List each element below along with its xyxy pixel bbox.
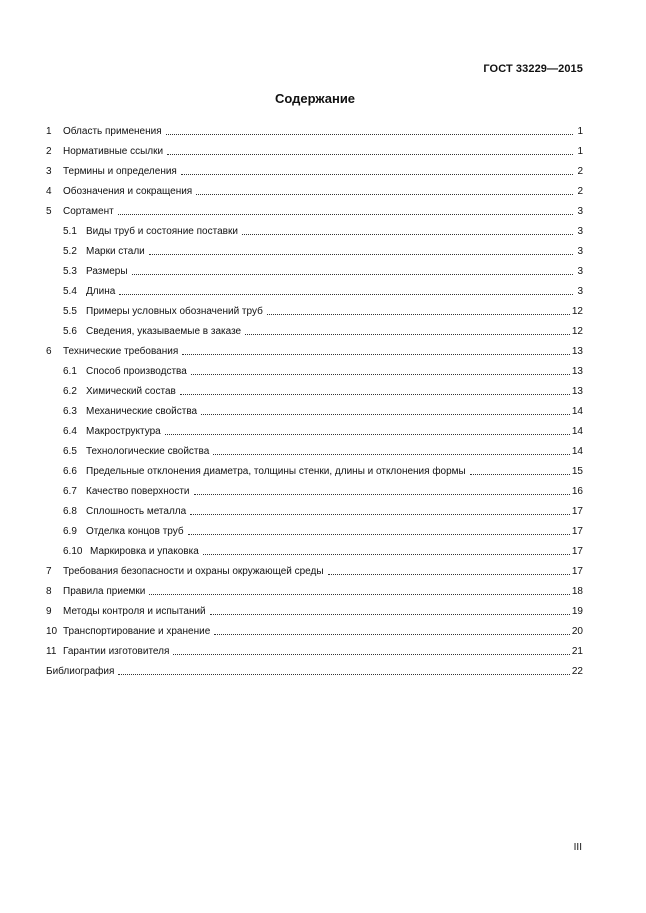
toc-entry-label: Длина xyxy=(86,285,116,297)
toc-entry-label: Сортамент xyxy=(63,205,114,217)
toc-entry-page: 12 xyxy=(571,305,583,317)
toc-entry-page: 17 xyxy=(571,545,583,557)
toc-entry-page: 3 xyxy=(577,205,583,217)
toc-entry-number: 4 xyxy=(46,185,52,197)
toc-entry-label: Механические свойства xyxy=(86,405,198,417)
toc-entry-label: Технические требования xyxy=(63,345,179,357)
toc-entry[interactable] xyxy=(46,321,583,341)
toc-entry-number: 6.6 xyxy=(63,465,77,477)
toc-entry-page: 20 xyxy=(571,625,583,637)
toc-entry-page: 13 xyxy=(571,385,583,397)
toc-entry-number: 5.1 xyxy=(63,225,77,237)
table-of-contents xyxy=(46,121,583,681)
toc-entry-page: 14 xyxy=(571,445,583,457)
toc-entry[interactable] xyxy=(46,261,583,281)
toc-entry-page: 1 xyxy=(577,145,583,157)
toc-entry-page: 2 xyxy=(577,165,583,177)
dot-leader xyxy=(173,653,569,655)
toc-entry[interactable] xyxy=(46,501,583,521)
toc-entry-page: 3 xyxy=(577,245,583,257)
dot-leader xyxy=(213,453,570,455)
toc-entry-page: 3 xyxy=(577,265,583,277)
toc-entry[interactable] xyxy=(46,301,583,321)
toc-entry-page: 21 xyxy=(571,645,583,657)
toc-entry-page: 13 xyxy=(571,365,583,377)
toc-entry-number: 5.5 xyxy=(63,305,77,317)
toc-entry-number: 6.5 xyxy=(63,445,77,457)
toc-entry-number: 11 xyxy=(46,645,57,657)
toc-entry-label: Химический состав xyxy=(86,385,176,397)
page-title: Содержание xyxy=(274,91,356,106)
dot-leader xyxy=(165,433,570,435)
toc-entry-number: 6.10 xyxy=(63,545,83,557)
toc-entry-number: 5.3 xyxy=(63,265,77,277)
toc-entry-label: Библиография xyxy=(46,665,115,677)
toc-entry-number: 10 xyxy=(46,625,58,637)
dot-leader xyxy=(118,213,573,215)
toc-entry[interactable] xyxy=(46,541,583,561)
dot-leader xyxy=(182,353,570,355)
toc-entry-page: 17 xyxy=(571,525,583,537)
toc-entry[interactable] xyxy=(46,421,583,441)
dot-leader xyxy=(196,193,573,195)
dot-leader xyxy=(267,313,570,315)
toc-entry-number: 6.3 xyxy=(63,405,77,417)
toc-entry-label: Сведения, указываемые в заказе xyxy=(86,325,242,337)
toc-entry-number: 6.4 xyxy=(63,425,77,437)
toc-entry[interactable] xyxy=(46,481,583,501)
toc-entry-number: 9 xyxy=(46,605,52,617)
dot-leader xyxy=(167,153,573,155)
dot-leader xyxy=(132,273,573,275)
dot-leader xyxy=(194,493,570,495)
toc-entry-label: Марки стали xyxy=(86,245,145,257)
toc-entry-page: 17 xyxy=(571,505,583,517)
toc-entry-page: 17 xyxy=(571,565,583,577)
toc-entry-page: 2 xyxy=(577,185,583,197)
toc-entry-page: 3 xyxy=(577,285,583,297)
toc-entry-label: Термины и определения xyxy=(63,165,177,177)
toc-entry[interactable] xyxy=(46,201,583,221)
toc-entry[interactable] xyxy=(46,241,583,261)
dot-leader xyxy=(149,253,573,255)
toc-entry-label: Качество поверхности xyxy=(86,485,190,497)
toc-entry[interactable] xyxy=(46,401,583,421)
toc-entry-page: 14 xyxy=(571,405,583,417)
dot-leader xyxy=(149,593,570,595)
toc-entry-number: 5.2 xyxy=(63,245,77,257)
dot-leader xyxy=(470,473,570,475)
dot-leader xyxy=(188,533,570,535)
toc-entry-number: 6.7 xyxy=(63,485,77,497)
toc-entry-page: 13 xyxy=(571,345,583,357)
toc-entry-label: Транспортирование и хранение xyxy=(63,625,211,637)
toc-entry-label: Макроструктура xyxy=(86,425,161,437)
toc-entry[interactable] xyxy=(46,221,583,241)
toc-entry-number: 3 xyxy=(46,165,52,177)
toc-entry[interactable] xyxy=(46,521,583,541)
dot-leader xyxy=(190,513,570,515)
toc-entry-number: 8 xyxy=(46,585,52,597)
document-code: ГОСТ 33229—2015 xyxy=(483,63,583,75)
page-number: III xyxy=(573,842,582,853)
dot-leader xyxy=(201,413,570,415)
toc-entry-label: Предельные отклонения диаметра, толщины стенки, длины и отклонения формы xyxy=(86,465,466,477)
dot-leader xyxy=(328,573,570,575)
toc-entry-page: 16 xyxy=(571,485,583,497)
toc-entry[interactable] xyxy=(46,581,583,601)
toc-entry[interactable] xyxy=(46,441,583,461)
toc-entry-label: Сплошность металла xyxy=(86,505,187,517)
toc-entry-number: 6 xyxy=(46,345,52,357)
toc-entry[interactable] xyxy=(46,341,583,361)
toc-entry-label: Виды труб и состояние поставки xyxy=(86,225,238,237)
toc-entry-label: Отделка концов труб xyxy=(86,525,184,537)
dot-leader xyxy=(119,293,573,295)
toc-entry-label: Способ производства xyxy=(86,365,187,377)
dot-leader xyxy=(166,133,573,135)
toc-entry[interactable] xyxy=(46,361,583,381)
toc-entry-page: 22 xyxy=(571,665,583,677)
toc-entry-number: 6.2 xyxy=(63,385,77,397)
toc-entry-number: 6.8 xyxy=(63,505,77,517)
toc-entry[interactable] xyxy=(46,181,583,201)
toc-entry-label: Размеры xyxy=(86,265,128,277)
toc-entry-label: Область применения xyxy=(63,125,162,137)
toc-entry[interactable] xyxy=(46,561,583,581)
toc-entry-page: 18 xyxy=(571,585,583,597)
toc-entry[interactable] xyxy=(46,641,583,661)
toc-entry-label: Обозначения и сокращения xyxy=(63,185,193,197)
dot-leader xyxy=(210,613,570,615)
dot-leader xyxy=(203,553,570,555)
toc-entry-label: Гарантии изготовителя xyxy=(63,645,170,657)
toc-entry-number: 6.1 xyxy=(63,365,77,377)
toc-entry-number: 5.4 xyxy=(63,285,77,297)
toc-entry[interactable] xyxy=(46,461,583,481)
toc-entry-number: 6.9 xyxy=(63,525,77,537)
toc-entry-number: 2 xyxy=(46,145,52,157)
toc-entry[interactable] xyxy=(46,141,583,161)
dot-leader xyxy=(181,173,573,175)
dot-leader xyxy=(180,393,570,395)
toc-entry[interactable] xyxy=(46,281,583,301)
toc-entry-page: 14 xyxy=(571,425,583,437)
toc-entry[interactable] xyxy=(46,121,583,141)
toc-entry[interactable] xyxy=(46,161,583,181)
toc-entry[interactable] xyxy=(46,381,583,401)
dot-leader xyxy=(242,233,573,235)
toc-entry-label: Технологические свойства xyxy=(86,445,210,457)
toc-entry-number: 7 xyxy=(46,565,52,577)
dot-leader xyxy=(214,633,570,635)
toc-entry-label: Примеры условных обозначений труб xyxy=(86,305,263,317)
toc-entry-page: 3 xyxy=(577,225,583,237)
toc-entry-page: 1 xyxy=(577,125,583,137)
toc-entry[interactable] xyxy=(46,601,583,621)
toc-entry-label: Правила приемки xyxy=(63,585,146,597)
toc-entry-number: 5 xyxy=(46,205,52,217)
toc-entry-page: 15 xyxy=(571,465,583,477)
toc-entry-page: 12 xyxy=(571,325,583,337)
toc-entry-label: Нормативные ссылки xyxy=(63,145,164,157)
dot-leader xyxy=(118,673,569,675)
toc-entry-page: 19 xyxy=(571,605,583,617)
toc-entry-number: 5.6 xyxy=(63,325,77,337)
dot-leader xyxy=(245,333,570,335)
toc-entry[interactable] xyxy=(46,661,583,681)
toc-entry-label: Маркировка и упаковка xyxy=(90,545,199,557)
toc-entry[interactable] xyxy=(46,621,583,641)
dot-leader xyxy=(191,373,570,375)
toc-entry-label: Требования безопасности и охраны окружающей среды xyxy=(63,565,324,577)
toc-entry-label: Методы контроля и испытаний xyxy=(63,605,206,617)
toc-entry-number: 1 xyxy=(46,125,52,137)
